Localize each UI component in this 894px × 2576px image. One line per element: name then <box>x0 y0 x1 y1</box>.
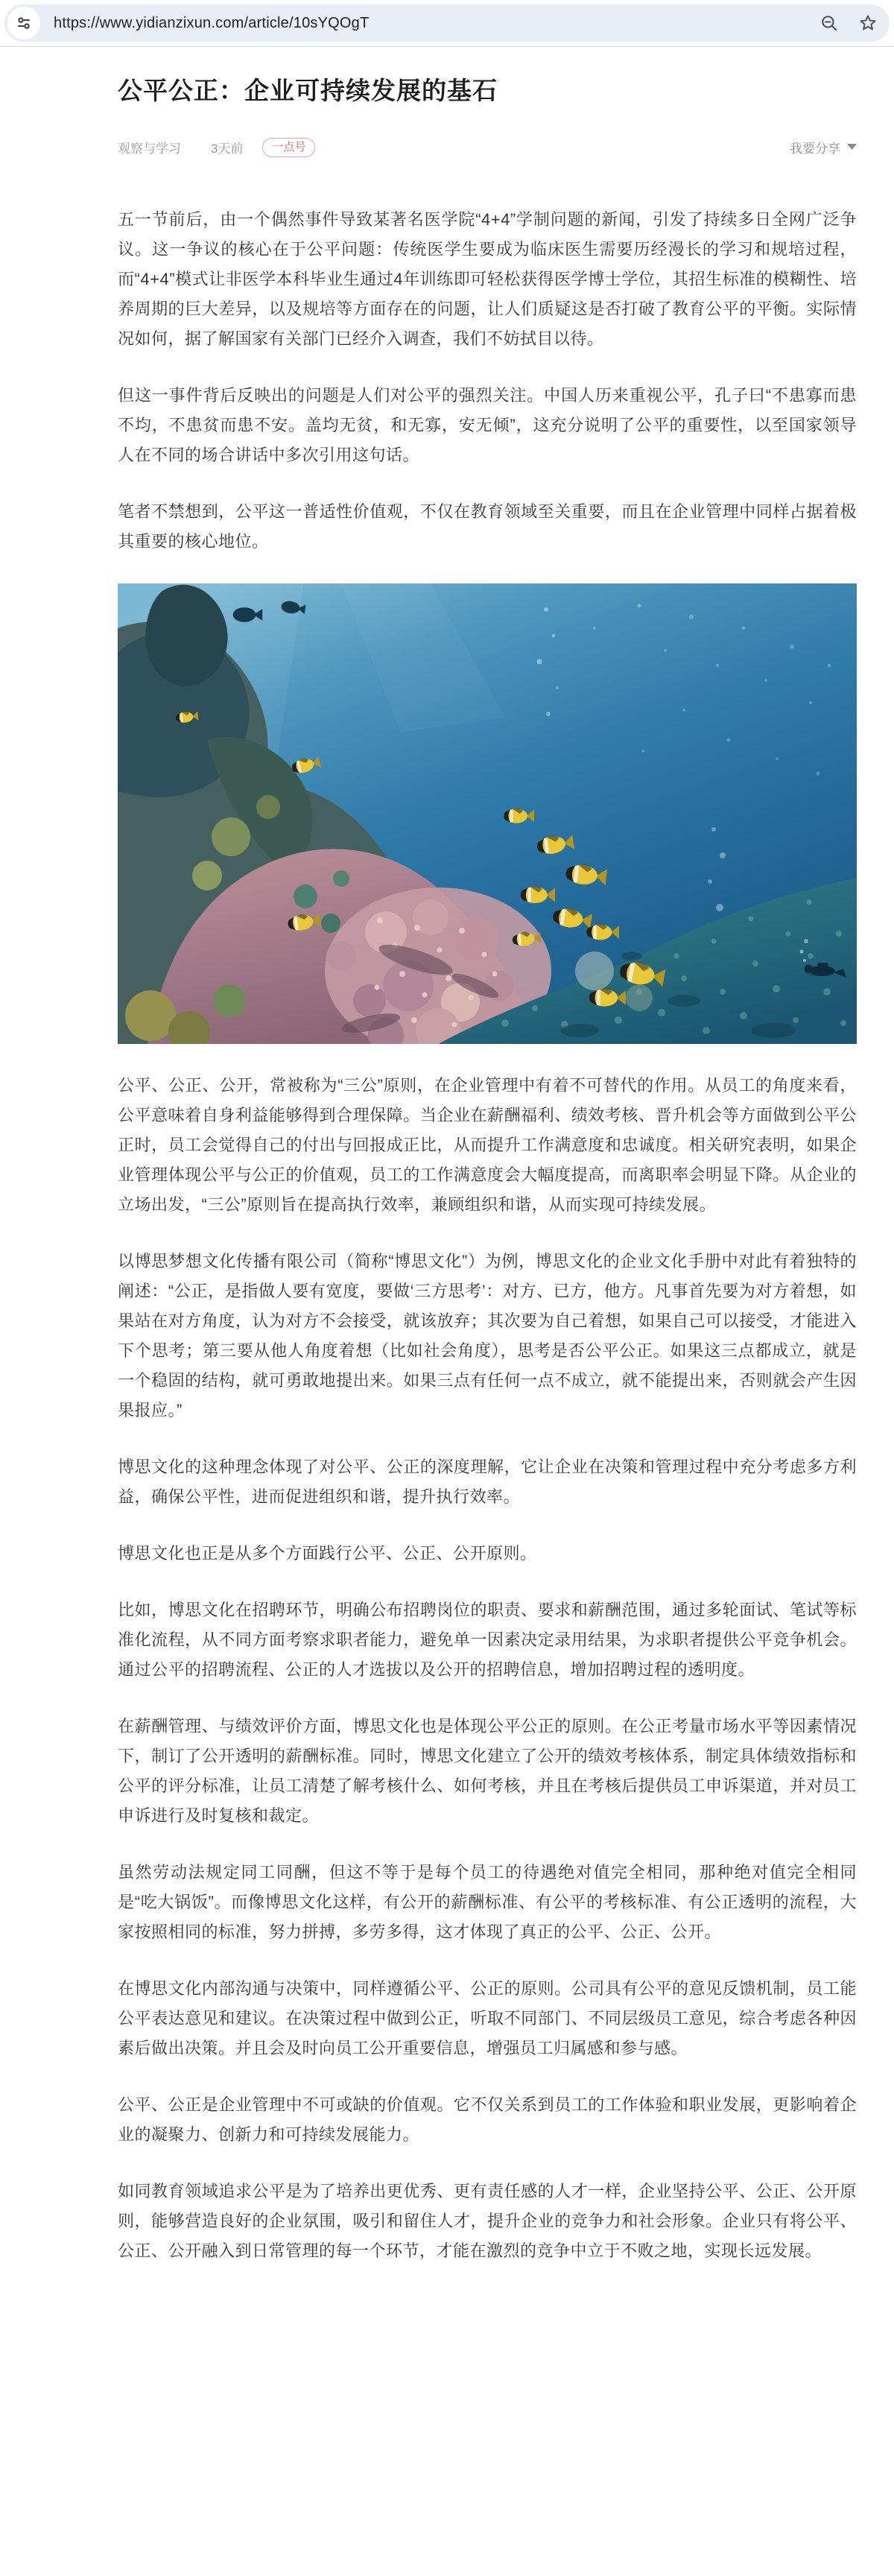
article-body <box>118 205 857 2266</box>
paragraph: 五一节前后，由一个偶然事件导致某著名医学院“4+4”学制问题的新闻，引发了持续多日全网广泛争议。这一争议的核心在于公平问题：传统医学生要成为临床医生需要历经漫长的学习和规培过程，而“4+4”模式让非医学本科毕业生通过4年训练即可轻松获得医学博士学位，其招生标准的模糊性、培养周期的巨大差异，以及规培等方面存在的问题，让人们质疑这是否打破了教育公平的平衡。实际情况如何，据了解国家有关部门已经介入调查，我们不妨拭目以待。 <box>118 209 857 348</box>
paragraph: 公平、公正是企业管理中不可或缺的价值观。它不仅关系到员工的工作体验和职业发展，更影响着企业的凝聚力、创新力和可持续发展能力。 <box>118 2095 857 2144</box>
paragraph: 在博思文化内部沟通与决策中，同样遵循公平、公正的原则。公司具有公平的意见反馈机制，员工能公平表达意见和建议。在决策过程中做到公正，听取不同部门、不同层级员工意见，综合考虑各种因素后做出决策。并且会及时向员工公开重要信息，增强员工归属感和参与感。 <box>118 1978 857 2057</box>
source-name[interactable]: 观察与学习 <box>118 142 181 156</box>
paragraph: 公平、公正、公开，常被称为“三公”原则，在企业管理中有着不可替代的作用。从员工的角度来看，公平意味着自身利益能够得到合理保障。当企业在薪酬福利、绩效考核、晋升机会等方面做到公平公正时，员工会觉得自己的付出与回报成正比，从而提升工作满意度和忠诚度。相关研究表明，如果企业管理体现公平与公正的价值观，员工的工作满意度会大幅度提高，而离职率会明显下降。从企业的立场出发，“三公”原则旨在提高执行效率，兼顾组织和谐，从而实现可持续发展。 <box>118 1075 857 1214</box>
paragraph: 虽然劳动法规定同工同酬，但这不等于是每个员工的待遇绝对值完全相同，那种绝对值完全相同是“吃大锅饭”。而像博思文化这样，有公开的薪酬标准、有公平的考核标准、有公正透明的流程，大家按照相同的标准，努力拼搏，多劳多得，这才体现了真正的公平、公正、公开。 <box>118 1862 857 1941</box>
bookmark-star-icon[interactable] <box>858 13 878 33</box>
url-text[interactable]: https://www.yidianzixun.com/article/10sYQOgT <box>54 14 370 31</box>
site-info-button[interactable] <box>7 7 40 39</box>
paragraph: 以博思梦想文化传播有限公司（简称“博思文化”）为例，博思文化的企业文化手册中对此有着独特的阐述：“公正，是指做人要有宽度，要做‘三方思考’：对方、已方，他方。凡事首先要为对方着想，如果站在对方角度，认为对方不会接受，就该放弃；其次要为自己着想，如果自己可以接受，才能进入下个思考；第三要从他人角度着想（比如社会角度），思考是否公平公正。如果这三点都成立，就是一个稳固的结构，就可勇敢地提出来。如果三点有任何一点不成立，就不能提出来，否则就会产生因果报应。” <box>118 1251 857 1420</box>
share-button[interactable] <box>790 138 857 156</box>
yidianhao-badge[interactable]: 一点号 <box>262 138 315 157</box>
publish-time: 3天前 <box>211 142 244 156</box>
browser-toolbar <box>0 0 894 47</box>
paragraph: 博思文化的这种理念体现了对公平、公正的深度理解，它让企业在决策和管理过程中充分考虑多方利益，确保公平性，进而促进组织和谐，提升执行效率。 <box>118 1457 857 1506</box>
article-image <box>118 583 857 1044</box>
tune-icon <box>15 14 33 32</box>
paragraph: 如同教育领域追求公平是为了培养出更优秀、更有责任感的人才一样，企业坚持公平、公正、公开原则，能够营造良好的企业氛围，吸引和留住人才，提升企业的竞争力和社会形象。企业只有将公平、公正、公开融入到日常管理的每一个环节，才能在激烈的竞争中立于不败之地，实现长远发展。 <box>118 2181 857 2260</box>
paragraph: 但这一事件背后反映出的问题是人们对公平的强烈关注。中国人历来重视公平，孔子曰“不患寡而患不均，不患贫而患不安。盖均无贫，和无寡，安无倾”，这充分说明了公平的重要性，以至国家领导人在不同的场合讲话中多次引用这句话。 <box>118 385 857 464</box>
paragraph: 博思文化也正是从多个方面践行公平、公正、公开原则。 <box>118 1543 537 1563</box>
chevron-down-icon <box>847 144 857 151</box>
page-title: 公平公正：企业可持续发展的基石 <box>118 77 498 104</box>
coral-reef-photo <box>118 583 857 1044</box>
article-page <box>0 47 894 2360</box>
paragraph: 比如，博思文化在招聘环节，明确公布招聘岗位的职责、要求和薪酬范围，通过多轮面试、笔试等标准化流程，从不同方面考察求职者能力，避免单一因素决定录用结果，为求职者提供公平竞争机会。通过公平的招聘流程、公正的人才选拔以及公开的招聘信息，增加招聘过程的透明度。 <box>118 1600 857 1679</box>
paragraph: 笔者不禁想到，公平这一普适性价值观，不仅在教育领域至关重要，而且在企业管理中同样占据着极其重要的核心地位。 <box>118 501 857 551</box>
article <box>118 47 857 2360</box>
omnibox-actions <box>820 13 879 33</box>
address-bar[interactable] <box>4 4 890 42</box>
paragraph: 在薪酬管理、与绩效评价方面，博思文化也是体现公平公正的原则。在公正考量市场水平等因素情况下，制订了公开透明的薪酬标准。同时，博思文化建立了公开的绩效考核体系，制定具体绩效指标和公平的评分标准，让员工清楚了解考核什么、如何考核，并且在考核后提供员工申诉渠道，并对员工申诉进行及时复核和裁定。 <box>118 1716 857 1825</box>
zoom-out-icon[interactable] <box>820 13 839 33</box>
share-label: 我要分享 <box>790 142 840 156</box>
article-meta <box>118 138 857 157</box>
